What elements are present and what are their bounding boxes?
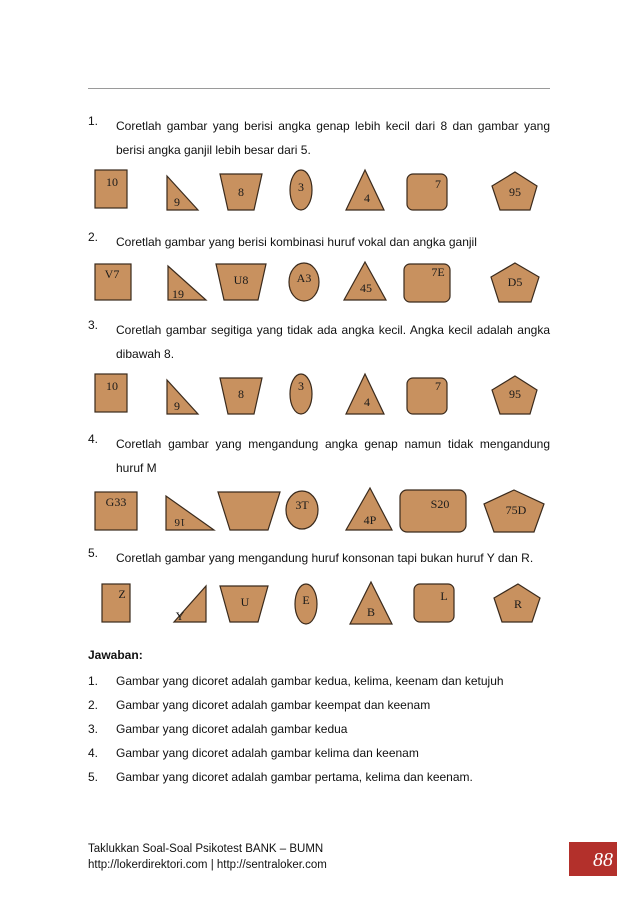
shape-label: 95 [509, 387, 521, 401]
footer-links: http://lokerdirektori.com | http://sentraloker.com [88, 859, 327, 871]
answer-5-number: 5. [88, 770, 99, 784]
shape-label: 10 [106, 175, 118, 189]
shape-label: 3 [298, 180, 304, 194]
shape-label: V7 [104, 267, 120, 281]
answer-4-text: Gambar yang dicoret adalah gambar kelima dan keenam [116, 746, 419, 760]
question-1-number: 1. [88, 114, 99, 128]
question-1-shapes [90, 168, 550, 218]
shape-label: 9 [174, 195, 180, 209]
shape-label: G33 [105, 495, 127, 509]
question-4-shapes [90, 486, 550, 536]
question-3-text: Coretlah gambar segitiga yang tidak ada angka kecil. Angka kecil adalah angka dibawah 8. [116, 323, 550, 361]
answer-2-text: Gambar yang dicoret adalah gambar keempat dan keenam [116, 698, 431, 712]
question-5-shapes [90, 580, 550, 630]
shape-label: 3T [295, 498, 309, 512]
shape-label: 3 [298, 379, 304, 393]
shape-label: 16 [174, 516, 186, 528]
shape-label: E [302, 593, 310, 607]
answer-3-number: 3. [88, 722, 99, 736]
shape-label: S20 [430, 497, 450, 511]
shape-label: U [240, 595, 250, 609]
answer-4-number: 4. [88, 746, 99, 760]
shape-label: Z [118, 587, 126, 601]
answer-2-number: 2. [88, 698, 99, 712]
shape-label: A3 [296, 271, 312, 285]
answers-title: Jawaban: [88, 648, 143, 662]
question-3-shapes [90, 372, 550, 422]
header-rule [88, 88, 550, 89]
question-1-text: Coretlah gambar yang berisi angka genap lebih kecil dari 8 dan gambar yang berisi angka ganjil lebih besar dari 5. [116, 119, 550, 157]
shape-label: 19 [172, 287, 184, 301]
shape-label: D5 [507, 275, 523, 289]
shape-rounded-square [407, 378, 447, 414]
page-number-badge [569, 842, 617, 876]
shape-label: 9 [174, 399, 180, 413]
answer-5-text: Gambar yang dicoret adalah gambar pertama, kelima dan keenam. [116, 770, 473, 784]
page-number: 88 [593, 849, 613, 871]
shape-rounded-square [407, 174, 447, 210]
answer-3-text: Gambar yang dicoret adalah gambar kedua [116, 722, 348, 736]
shape-right-triangle [166, 496, 214, 530]
question-4-number: 4. [88, 432, 99, 446]
footer-title: Taklukkan Soal-Soal Psikotest BANK – BUMN [88, 843, 324, 855]
shape-label: 10 [106, 379, 118, 393]
shape-label: 8 [238, 185, 244, 199]
answer-1-text: Gambar yang dicoret adalah gambar kedua, kelima, keenam dan ketujuh [116, 674, 504, 688]
question-2-number: 2. [88, 230, 99, 244]
shape-label: 75D [505, 503, 527, 517]
question-5-text: Coretlah gambar yang mengandung huruf konsonan tapi bukan huruf Y dan R. [116, 551, 534, 565]
shape-label: L [440, 589, 448, 603]
shape-rounded-square [414, 584, 454, 622]
shape-label: 8 [238, 387, 244, 401]
shape-label: Y [175, 609, 185, 623]
question-4-text: Coretlah gambar yang mengandung angka genap namun tidak mengandung huruf M [116, 437, 550, 475]
shape-label: B [366, 605, 376, 619]
shape-label: 4 [364, 395, 370, 409]
shape-label: 4 [364, 191, 370, 205]
shape-label: 95 [509, 185, 521, 199]
shape-label: 7 [435, 379, 441, 393]
shape-label: U8 [233, 273, 249, 287]
question-3-number: 3. [88, 318, 99, 332]
shape-label: R [513, 597, 523, 611]
shape-trapezoid [218, 492, 280, 530]
shape-label: 45 [360, 281, 372, 295]
question-5-number: 5. [88, 546, 99, 560]
shape-label: 7 [435, 177, 441, 191]
shape-label: 7E [431, 265, 445, 279]
shape-right-triangle [167, 380, 198, 414]
answer-1-number: 1. [88, 674, 99, 688]
question-2-shapes [90, 260, 550, 310]
shape-label: 4P [363, 513, 377, 527]
shape-square [102, 584, 130, 622]
question-2-text: Coretlah gambar yang berisi kombinasi huruf vokal dan angka ganjil [116, 235, 477, 249]
shape-right-triangle [167, 176, 198, 210]
